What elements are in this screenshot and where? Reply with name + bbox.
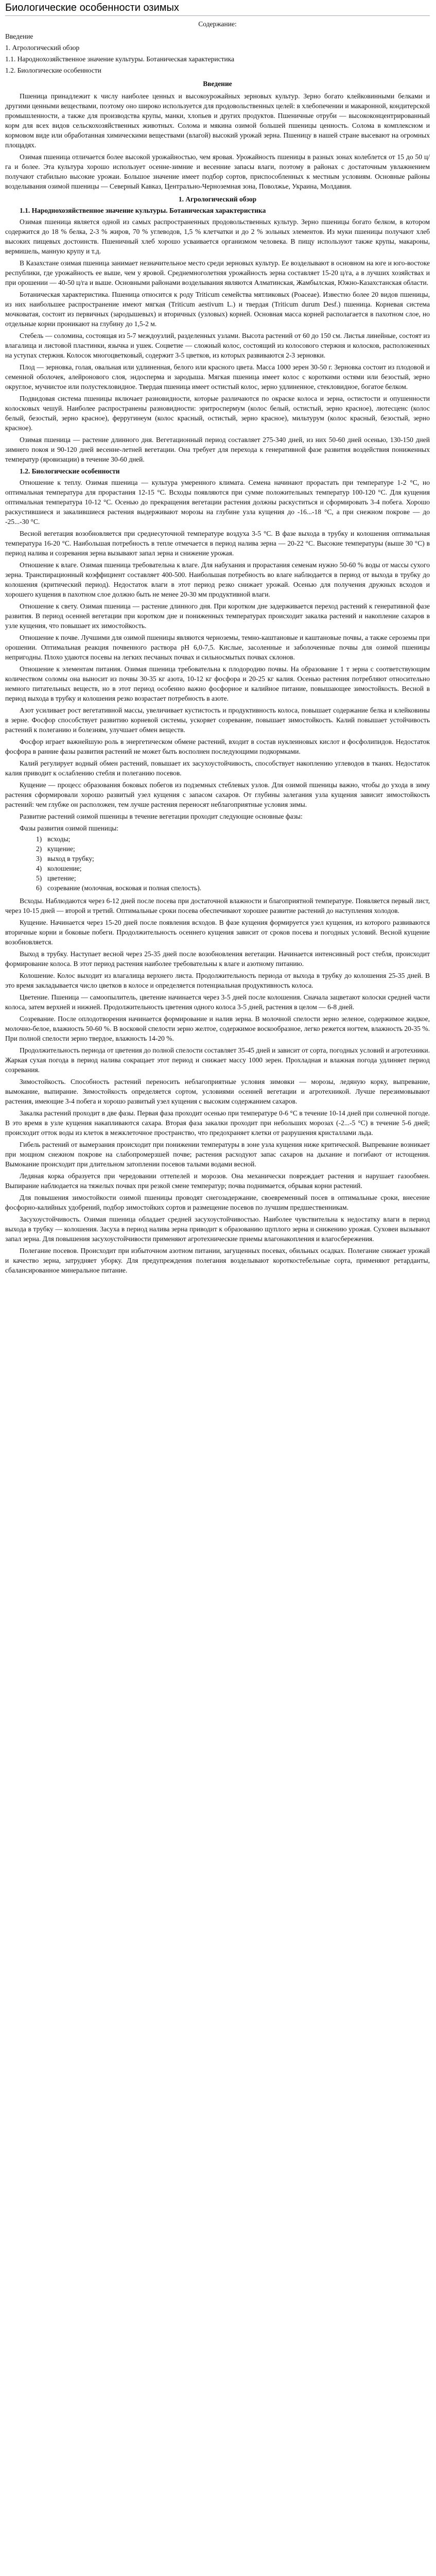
subsection-body-1-2-continued [5,896,430,1275]
toc-item[interactable]: Введение [5,32,33,40]
paragraph: Отношение к теплу. Озимая пшеница — культура умеренного климата. Семена начинают прорастать при температуре 1-2 °С, но оптимальная температура для прорастания 12-15 °С. Всходы появляются при сумме положительных температур 100-120 °С. Для кущения оптимальная температура 10-12 °С. Осенью до прекращения вегетации растения должны раскуститься и сформировать 3-4 побега. Хорошо раскустившиеся и закалившиеся растения выдерживают морозы на глубине узла кущения до -16...-18 °С, а при снежном покрове — до -25...-30 °С. [5,479,430,526]
paragraph: Озимая пшеница отличается более высокой урожайностью, чем яровая. Урожайность пшеницы в разных зонах колеблется от 15 до 50 ц/га и более. Эта культура хорошо использует осенне-зимние и весенние запасы влаги, поэтому в районах с достаточным увлажнением получают стабильно высокие урожаи. Большое значение имеет подбор сортов, приспособленных к местным условиям. Основные районы возделывания озимой пшеницы — Северный Кавказ, Центрально-Черноземная зона, Поволжье, Украина, Молдавия. [5,153,430,190]
paragraph: Созревание. После оплодотворения начинается формирование и налив зерна. В молочной спелости зерно зеленое, содержимое жидкое, молочно-белое, влажность 50-60 %. В восковой спелости зерно желтое, содержимое воскообразное, легко режется ногтем, влажность 20-35 %. При полной спелости зерно твердое, влажность 14-20 %. [5,1015,430,1042]
paragraph: Плод — зерновка, голая, овальная или удлиненная, белого или красного цвета. Масса 1000 зерен 30-50 г. Зерновка состоит из плодовой и семенной оболочек, алейронового слоя, эндосперма и зародыша. Мягкая пшеница имеет колос с короткими остями или безостый, зерно округлое, мучнистое или полустекловидное. Твердая пшеница имеет остистый колос, зерно удлиненное, стекловидное, богатое белком. [5,363,430,391]
paragraph: Отношение к элементам питания. Озимая пшеница требовательна к плодородию почвы. На образование 1 т зерна с соответствующим количеством соломы она выносит из почвы 30-35 кг азота, 10-12 кг фосфора и 20-25 кг калия. Осенью растения потребляют относительно немного питательных веществ, но в этот период особенно важно фосфорное и калийное питание, повышающее зимостойкость. Весной в период выхода в трубку и колошения резко возрастает потребность в азоте. [5,665,430,702]
subsection-heading-1-1: 1.1. Народнохозяйственное значение культуры. Ботаническая характеристика [20,207,266,214]
paragraph: Отношение к свету. Озимая пшеница — растение длинного дня. При коротком дне задерживается переход растений к генеративной фазе развития. В период осенней вегетации при коротком дне и пониженных температурах происходит закалка растений и накопление сахаров в узле кущения, что повышает их зимостойкость. [5,602,430,630]
list-item: 4) колошение; [36,865,82,872]
paragraph: Кущение — процесс образования боковых побегов из подземных стеблевых узлов. Для озимой пшеницы важно, чтобы до ухода в зиму растения сформировали хорошо развитый узел кущения с запасом сахаров. От глубины залегания узла кущения зависит зимостойкость растений: чем глубже он расположен, тем лучше растения переносят неблагоприятные условия зимы. [5,781,430,808]
paragraph: Озимая пшеница является одной из самых распространенных продовольственных культур. Зерно пшеницы богато белком, в котором содержится до 18 % белка, 2-3 % жиров, 70 % углеводов, 1,5 % клетчатки и до 2 % зольных элементов. Из муки пшеницы получают хлеб высоких пищевых достоинств. Пшеничный хлеб хорошо усваивается организмом человека. В пищу используют также крупы, макароны, вермишель, манную крупу и т.д. [5,218,430,255]
page-title: Биологические особенности озимых [5,2,430,16]
toc-item[interactable]: 1.1. Народнохозяйственное значение культуры. Ботаническая характеристика [5,55,235,63]
toc-item[interactable]: 1. Агрологический обзор [5,44,80,52]
paragraph: Калий регулирует водный обмен растений, повышает их засухоустойчивость, способствует накоплению углеводов в тканях. Недостаток калия приводит к ослаблению стебля и полеганию посевов. [5,759,430,777]
paragraph: Отношение к почве. Лучшими для озимой пшеницы являются черноземы, темно-каштановые и каштановые почвы, а также сероземы при орошении. Оптимальная реакция почвенного раствора pH 6,0-7,5. Кислые, засоленные и заболоченные почвы для озимой пшеницы непригодны. Плохо удаются посевы на легких песчаных почвах и сильносмытых почвах склонов. [5,634,430,661]
paragraph: Озимая пшеница — растение длинного дня. Вегетационный период составляет 275-340 дней, из них 50-60 дней осенью, 130-150 дней зимнего покоя и 90-120 дней весенне-летней вегетации. Она требует для перехода к генеративной фазе развития воздействия пониженных температур (яровизации) в течение 30-60 дней. [5,436,430,463]
toc-heading: Содержание: [198,20,237,28]
phases-label: Фазы развития озимой пшеницы: [20,824,119,832]
section-heading-1: 1. Агрологический обзор [178,195,257,203]
paragraph: Продолжительность периода от цветения до полной спелости составляет 35-45 дней и зависит от сорта, погодных условий и агротехники. Жаркая сухая погода в период налива сокращает этот период и снижает массу 1000 зерен. Прохладная и влажная погода удлиняет период созревания. [5,1046,430,1074]
intro-body [5,91,430,191]
subsection-heading-1-2: 1.2. Биологические особенности [20,467,120,475]
paragraph: Ботаническая характеристика. Пшеница относится к роду Triticum семейства мятликовых (Poaceae). Известно более 20 видов пшеницы, из них наибольшее распространение имеют мягкая (Triticum aestivum L.) и твердая (Triticum durum Desf.) пшеница. Корневая система мочковатая, состоит из первичных (зародышевых) и вторичных (узловых) корней. Основная масса корней располагается в пахотном слое, но отдельные корни проникают на глубину до 1,5-2 м. [5,291,430,328]
paragraph: Стебель — соломина, состоящая из 5-7 междоузлий, разделенных узлами. Высота растений от 60 до 150 см. Листья линейные, состоят из влагалища и листовой пластинки, язычка и ушек. Соцветие — сложный колос, состоящий из колосового стержня и колосков, расположенных на уступах стержня. Колосок многоцветковый, содержит 3-5 цветков, из которых развиваются 2-3 зерновки. [5,332,430,359]
paragraph: Гибель растений от вымерзания происходит при понижении температуры в зоне узла кущения ниже критической. Выпревание возникает при мощном снежном покрове на слабопромерзшей почве; растения расходуют запас сахаров на дыхание и погибают от истощения. Вымокание происходит при длительном затоплении посевов талыми водами весной. [5,1141,430,1168]
paragraph: Выход в трубку. Наступает весной через 25-35 дней после возобновления вегетации. Начинается интенсивный рост стебля, происходит формирование колоса. В этот период растения наиболее требовательны к влаге и азотному питанию. [5,950,430,968]
paragraph: Для повышения зимостойкости озимой пшеницы проводят снегозадержание, своевременный посев в оптимальные сроки, внесение фосфорно-калийных удобрений, подбор зимостойких сортов и размещение посевов по лучшим предшественникам. [5,1194,430,1211]
paragraph: Цветение. Пшеница — самоопылитель, цветение начинается через 3-5 дней после колошения. Сначала зацветают колоски средней части колоса, затем верхней и нижней. Продолжительность цветения одного колоса 3-5 дней, растения в целом — 6-8 дней. [5,993,430,1011]
paragraph: Азот усиливает рост вегетативной массы, увеличивает кустистость и продуктивность колоса, повышает содержание белка и клейковины в зерне. Фосфор способствует развитию корневой системы, ускоряет созревание, повышает зимостойкость. Калий повышает устойчивость растений к полеганию и болезням, улучшает обмен веществ. [5,706,430,734]
paragraph: Пшеница принадлежит к числу наиболее ценных и высокоурожайных зерновых культур. Зерно богато клейковинными белками и другими ценными веществами, поэтому оно широко используется для продовольственных целей: в хлебопечении и макаронной, кондитерской промышленности, а также для производства крупы, манки, хлопьев и других продуктов. Пшеничные отруби — высококонцентрированный корм для всех видов сельскохозяйственных животных. Солома и мякина озимой большей пшеницы ценность. Солома в комплексном и кормовом виде или обработанная химическими веществами (влагой) высокий урожай зерна. Пшеницу в нашей стране высевают на огромных площадях. [5,92,430,149]
paragraph: Всходы. Наблюдаются через 6-12 дней после посева при достаточной влажности и благоприятной температуре. Появляется первый лист, через 10-15 дней — второй и третий. Оптимальные сроки посева обеспечивают хорошее развитие растений до наступления холодов. [5,897,430,914]
subsection-body-1-2 [5,478,430,821]
phases-list [36,834,430,893]
paragraph: Зимостойкость. Способность растений переносить неблагоприятные условия зимовки — морозы, ледяную корку, выпревание, вымокание, выпирание. Зимостойкость определяется сортом, условиями осенней вегетации и агротехникой. Лучше перезимовывают растения, имеющие 3-4 побега и хорошо развитый узел кущения с высоким содержанием сахаров. [5,1078,430,1105]
paragraph: Кущение. Начинается через 15-20 дней после появления всходов. В фазе кущения формируется узел кущения, из которого развиваются вторичные корни и боковые побеги. Продолжительность осеннего кущения зависит от сроков посева и погодных условий. Весной кущение возобновляется. [5,919,430,946]
paragraph: Фосфор играет важнейшую роль в энергетическом обмене растений, входит в состав нуклеиновых кислот и фосфолипидов. Недостаток фосфора в ранние фазы развития растений не может быть восполнен последующими подкормками. [5,738,430,755]
list-item: 6) созревание (молочная, восковая и полная спелость). [36,884,202,892]
list-item: 3) выход в трубку; [36,855,94,862]
list-item: 2) кущение; [36,845,75,853]
paragraph: Подвидовая система пшеницы включает разновидности, которые различаются по окраске колоса и зерна, остистости и опушенности колосковых чешуй. Наиболее распространены разновидности: эритроспермум (колос белый, остистый, зерно красное), лютесценс (колос белый, безостый, зерно красное), ферругинеум (колос красный, остистый, зерно красное), мильтурум (колос красный, безостый, зерно красное). [5,395,430,432]
paragraph: Полегание посевов. Происходит при избыточном азотном питании, загущенных посевах, обильных осадках. Полегание снижает урожай и качество зерна, затрудняет уборку. Для предупреждения полегания возделывают короткостебельные сорта, применяют ретарданты, сбалансированное минеральное питание. [5,1247,430,1274]
list-item: 5) цветение; [36,874,76,882]
toc-item[interactable]: 1.2. Биологические особенности [5,66,101,74]
paragraph: Закалка растений проходит в две фазы. Первая фаза проходит осенью при температуре 0-6 °С в течение 10-14 дней при солнечной погоде. В это время в узле кущения накапливаются сахара. Вторая фаза закалки проходит при небольших морозах (-2...-5 °С) в течение 5-6 дней; происходит отток воды из клеток в межклеточное пространство, что предохраняет клетки от разрушения кристаллами льда. [5,1109,430,1137]
paragraph: Ледяная корка образуется при чередовании оттепелей и морозов. Она механически повреждает растения и нарушает газообмен. Выпирание наблюдается на тяжелых почвах при резкой смене температур; почва поднимается, обрывая корни растений. [5,1172,430,1190]
list-item: 1) всходы; [36,835,71,843]
paragraph: В Казахстане озимая пшеница занимает незначительное место среди зерновых культур. Ее возделывают в основном на юге и юго-востоке республики, где урожайность ее выше, чем у яровой. Среднемноголетняя урожайность зерна составляет 15-20 ц/га, а в лучших хозяйствах и при орошении — 40-50 ц/га и выше. Основными районами возделывания являются Алматинская, Жамбылская, Южно-Казахстанская области. [5,259,430,286]
table-of-contents [5,19,430,76]
paragraph: Весной вегетация возобновляется при среднесуточной температуре воздуха 3-5 °С. В фазе выхода в трубку и колошения оптимальная температура 16-20 °С. Наибольшая потребность в тепле отмечается в период налива зерна — 20-22 °С. Высокие температуры (выше 30 °С) в период налива и созревания зерна вызывают запал зерна и снижение урожая. [5,530,430,557]
subsection-body-1-1 [5,217,430,464]
paragraph: Развитие растений озимой пшеницы в течение вегетации проходит следующие основные фазы: [20,812,303,820]
paragraph: Засухоустойчивость. Озимая пшеница обладает средней засухоустойчивостью. Наиболее чувствительна к недостатку влаги в период выхода в трубку — колошения. Засуха в период налива зерна приводит к образованию щуплого зерна и снижению урожая. Суховеи вызывают запал зерна. Для повышения засухоустойчивости применяют агротехнические приемы влагонакопления и влагосбережения. [5,1215,430,1243]
paragraph: Отношение к влаге. Озимая пшеница требовательна к влаге. Для набухания и прорастания семенам нужно 50-60 % воды от массы сухого зерна. Транспирационный коэффициент составляет 400-500. Наибольшая потребность во влаге наблюдается в период от выхода в трубку до колошения (критический период). Недостаток влаги в этот период резко снижает урожай. Осенью для получения дружных всходов и хорошего кущения в пахотном слое должно быть не менее 20-30 мм продуктивной влаги. [5,561,430,598]
paragraph: Колошение. Колос выходит из влагалища верхнего листа. Продолжительность периода от выхода в трубку до колошения 25-35 дней. В это время закладывается число цветков в колосе и определяется потенциальная продуктивность колоса. [5,972,430,989]
section-heading-intro: Введение [203,80,232,88]
